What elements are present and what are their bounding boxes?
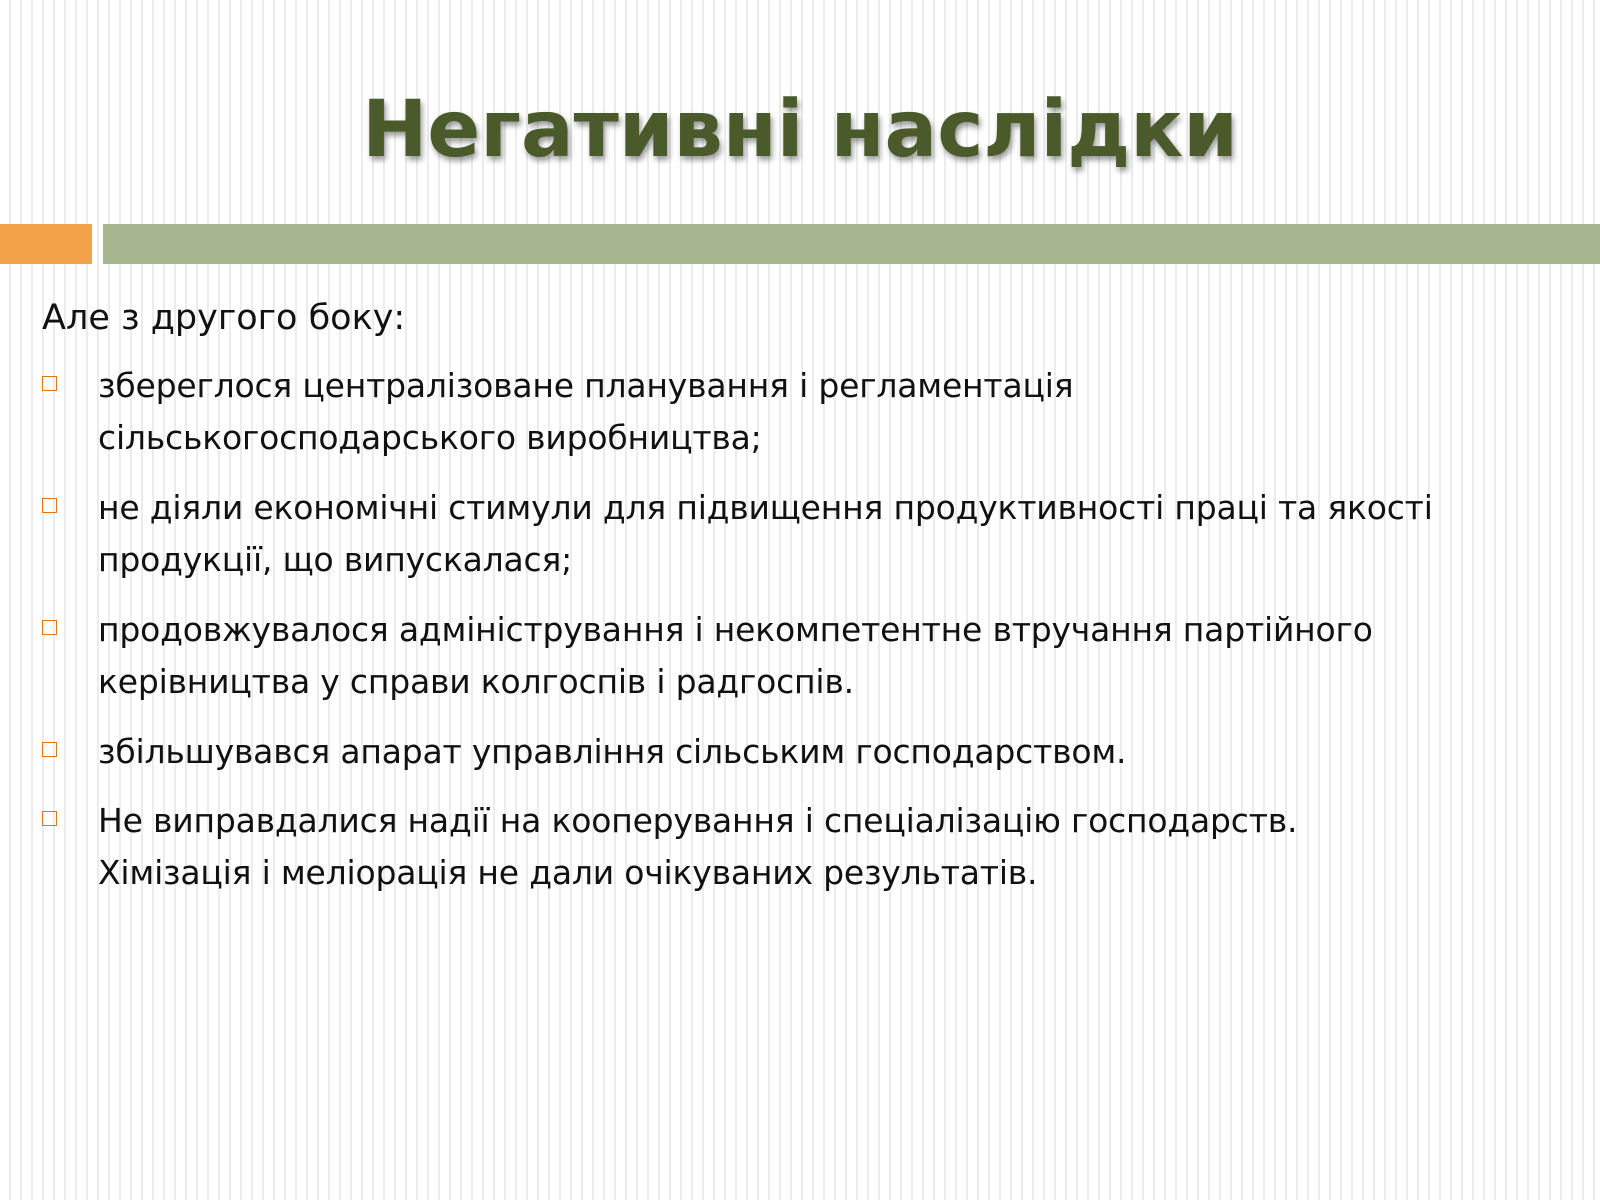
intro-text: Але з другого боку: (42, 298, 406, 338)
bullet-text (98, 482, 1598, 586)
bullet-line: збереглося централізоване планування і регламентація (98, 366, 1074, 405)
bullet-line: продукції, що випускалася; (98, 540, 573, 579)
bullet-text (98, 795, 1598, 899)
bullet-text (98, 360, 1598, 464)
bullet-line: керівництва у справи колгоспів і радгоспів. (98, 662, 854, 701)
bullet-line: продовжувалося адміністрування і некомпетентне втручання партійного (98, 610, 1373, 649)
square-bullet-icon (42, 376, 57, 391)
bullet-line: Не виправдалися надії на кооперування і спеціалізацію господарств. (98, 801, 1298, 840)
accent-bar-orange (0, 224, 92, 264)
accent-bar-green (103, 224, 1600, 264)
bullet-line: збільшувався апарат управління сільським господарством. (98, 732, 1127, 771)
square-bullet-icon (42, 811, 57, 826)
square-bullet-icon (42, 498, 57, 513)
square-bullet-icon (42, 620, 57, 635)
bullet-line: не діяли економічні стимули для підвищення продуктивності праці та якості (98, 488, 1433, 527)
bullet-text (98, 726, 1598, 778)
bullet-line: сільськогосподарського виробництва; (98, 418, 762, 457)
slide-title: Негативні наслідки (362, 85, 1238, 175)
square-bullet-icon (42, 742, 57, 757)
bullet-line: Хімізація і меліорація не дали очікуваних результатів. (98, 853, 1038, 892)
bullet-text (98, 604, 1598, 708)
